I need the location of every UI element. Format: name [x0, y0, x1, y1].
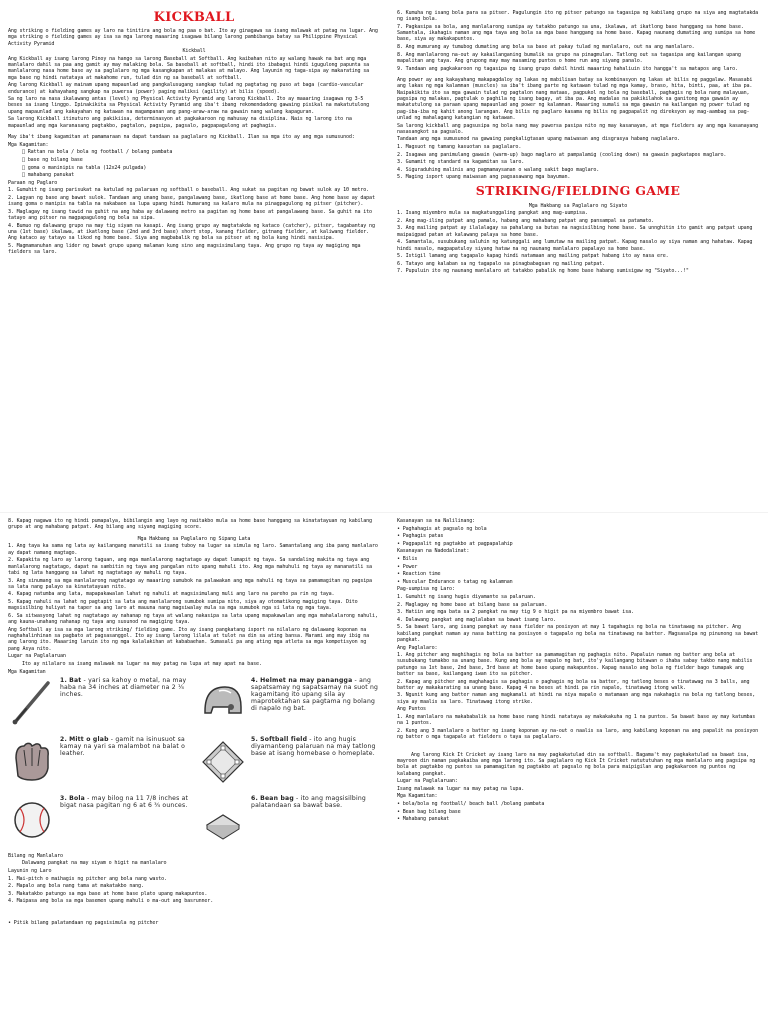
- list-item: 7. Pupuluin ito ng naunang manlalaro at tatakbo pabalik ng home base habang sumisigaw ng "Siyato...!": [397, 268, 689, 275]
- list-item: 5. Sa bawat laro, ang isang pangkat ay nasa fielder na posisyon at may 1 tagahagis ng bola na tinatawag na pitcher. Ang kabilang pangkat naman ay nasa batting na posisyon o tagapalo ng bola na tinatawag na batter. Magsasalpa ng pinunong sa bawat pangkat.: [397, 624, 759, 643]
- paragraph: Dalawang pangkat na may siyam o higit na manlalaro: [22, 860, 167, 867]
- players-heading: Bilang ng Manlalaro: [8, 852, 63, 859]
- list-item: 6. Sa sitwasyong lahat ng nagtatago ay nahanap ng taya at walang nakasipa sa lata upang mapakawalan ang mga mahalalarong nahuli, ang kauna-unahang nahanap ng taya ang susunod na magiging taya.: [8, 612, 378, 626]
- equipment-heading: Mga Kagamitan:: [8, 141, 49, 148]
- gameplay-heading: Ang Paglalaro:: [397, 644, 438, 651]
- location-heading: Lugar na Paglalaruan: [8, 653, 66, 660]
- list-item: 5. Kapag nahuli na lahat ng pagtapit sa lata ang manlalarong sumubok sumipa nito, siya ay otomatikong magiging taya. Dito magsisilbing huliyat na taper sa ang laro at mauuna nang magsiwalay mula sa mga sumubok nga si lata ng mga taya.: [8, 599, 358, 612]
- list-item: 3. Makatakbo patungo sa mga base at home base plato upang makapuntos.: [8, 890, 208, 897]
- paragraph: 8. Kapag nagawa ito ng hindi pumapalya, bibilangin ang layo ng naitakbo mula sa home base hanggang sa kinatatayuan ng kabilang grupo at ang mahabang patpat. Ang bilang ang siyang magiging score.: [8, 518, 372, 531]
- list-item: 3. Ang sinumang sa mga manlalarong nagtatago ay maaaring sumubok na palawakan ang mga nahuli ng taya sa pamamagitan ng pagsipa sa lata nang palayo sa kinatatayuan nito.: [8, 577, 372, 590]
- skills-heading: Kasanayan na Nadedalinat:: [397, 548, 470, 555]
- kickball-subheading: Kickball: [182, 48, 206, 55]
- top-left-column: [8, 10, 380, 510]
- objective-heading: Layunin ng Laro: [8, 867, 52, 874]
- list-item: • bola/bola ng football/ beach ball /bolang pambata: [397, 801, 545, 807]
- list-item: • Mahabang panukat: [397, 816, 449, 823]
- list-item: • Pagpapalit ng pagtakbo at pagpapalahip: [397, 540, 513, 547]
- skills-heading: Kasanayan sa na Nalilinang:: [397, 518, 475, 524]
- paragraph: Ang Kickball ay isang larong Pinoy na hango sa larong Baseball at Softball. Ang kaibahan nito ay walang hawak na bat ang mga manlalaro dahil sa paa ang gamit ay may malaking bola. Sa baseball at softball, hindi ito ibabagsi hindi igugulong papunta sa manlalarong nasa home base ay sa paglalaro ng mga kasangkapan at malakas at malayo. Ang layunin ng taga-sipa ay makarating sa mga base ng hindi natataya at makahome run, tulad din ng sa baseball at softball.: [8, 55, 370, 81]
- list-item: 2. Maglagay ng home base at bilang base sa palaruan.: [397, 601, 548, 608]
- equipment-item: [199, 795, 380, 850]
- list-item: 4. Samantala, susubukang saluhin ng katunggali ang lumutaw na mailing patpat. Kapag nasalo ay siya naman ang hahataw. Kapag hindi nasalo, magpapatuloy siyang hataw na ng naunang manlalaro papalayo sa home base.: [397, 239, 753, 252]
- equip-desc: - ito ang hugis diyamanteng palaruan na may tatlong base at isang homebase o homeplate.: [251, 735, 376, 757]
- list-item: 7. Pagkasipa sa bola, ang manlalarong sumipa ay tatakbo patungo sa una, ikalawa, at ikatlong base hanggang sa home base. Samantala, ikahagis naman ang mga taya ang bola sa mga base hanggang sa home base. Kapag naunang dumating ang sumipa sa home base, siya ay makakapuntos.: [397, 23, 756, 43]
- list-item: Rattan na bola / bola ng football / bolang pambata: [22, 149, 167, 156]
- equip-num: 3.: [60, 794, 67, 802]
- equip-name: Helmet na may panangga: [260, 676, 353, 684]
- softball-paragraph: Ang Softball ay isa sa mga larong striking/ fielding game. Ito ay isang pangkatang isport na nilalaro ng dalawang koponan na naghahalinhinan sa pagbato at pagsasanggol. Ito ay isang larong lilala at tulot na din sa ating bansa. Marami ang may ibig na ang larong ito. Maaaring laruin ito ng mga kalalakihan at kababaehan. Sumasali pa ang ating mga atleta sa mga kompetisyon ng pang Asya nito.: [8, 626, 370, 652]
- equip-num: 4.: [251, 676, 258, 684]
- bean-bag-icon: [199, 795, 247, 845]
- list-item: 5. Istigil lamang ang tagapalo kapag hindi natamaan ang mailing patpat habang ito ay nasa ere.: [397, 253, 669, 260]
- list-item: 2. Kung ang 3 manlalaro o batter ng isang koponan ay na-out o naalis sa laro, ang kabilang koponan na ang papalit na posisyon ng batter o mga tagapalo at fielders o taya sa paglalaro.: [397, 727, 759, 741]
- list-item: 1. Isang miyembro mula sa magkatunggaling pangkat ang mag-uumpisa.: [397, 210, 588, 217]
- page-divider: [0, 512, 768, 513]
- list-item: • Bilis: [397, 555, 418, 562]
- list-item: 3. Ang mailing patpat ay ilalalagay sa pahalang sa butas na nagsisilbing home base. Sa unnghitin ito gamit ang patpat upang maipaigpad patan at kalawang palaya sa home base.: [397, 225, 753, 238]
- softball-field-icon: [199, 736, 247, 786]
- list-item: 2. Isagawa ang panimulang gawain (warm-up) bago maglaro at pampalamig (cooling down) na gawain pagkatapos maglaro.: [397, 151, 727, 158]
- list-item: 1. Ang pitcher ang maghihagis ng bola sa batter sa pamamagitan ng paghagis nito. Papaluin naman ng batter ang bola at susubukang tumakbo sa unang base. Kung ang bola ay napalo ng bat, ito'y kailangang bitawan o ihaba sabay takbo nang mabilis patungo sa 1st base, 2nd base, 3rd base at home base upang makapuntos. Kapag nasalo ang bola ng fielder bago tumapak ang batter sa base, kailangang iwan ito sa pitcher.: [397, 652, 753, 677]
- equipment-item: [199, 677, 380, 732]
- list-item: 2. Kapag ang pitcher ang maghahagis sa paghagis o paghagis ng bola sa batter, ng tatlong beses o tinatawag na 3 balls, ang batter ay makakarating sa unang base. Kapag 4 na beses at hindi pa rin napalo, tinatawag itong walk.: [397, 678, 750, 691]
- list-item: 3. Maglagay ng isang tuwid na guhit na ang haba ay dalawang metro sa pagitan ng home base at pangalawang base. Sa guhit na ito tatayo ang pitser na magpapagulong ng bola sa sipa.: [8, 208, 372, 222]
- kick-it-cricket-paragraph: Ang larong Kick It Cricket ay isang laro na may pagkakatulad din sa softball. Bagama't may pagkakatulad sa bawat isa, mayroon din naman pagkakaiba ang mga larong ito. Sa paglalaro ng Kick It Cricket natututuhan ng mga manlalaro ang pagsipa ng bola at pagtakbo ng puntos sa pamamagitan ng pagtakbo at pagsalo ng bola para maipigilan ang pagkakaroon ng puntos ng kalabang pangkat.: [397, 751, 756, 777]
- equip-num: 5.: [251, 735, 258, 743]
- paragraph: Sa larong kickball ang pagsusipa ng bola nang may puwersa pasipa nito ng may kasanayan, at mga fielders ay ang mga kasanayang nasasangkot sa pagsalo.: [397, 122, 759, 135]
- ball-icon: [8, 795, 56, 845]
- setup-heading: Pag-uumpisa ng Laro:: [397, 586, 455, 593]
- list-item: 4. Kapag natumba ang lata, mapapakawalan lahat ng nahuli at magsisimulang muli ang laro na pareho pa rin ng taya.: [8, 591, 335, 598]
- equipment-heading: Mga Kagamitan: [8, 668, 46, 675]
- equipment-item: [199, 736, 380, 791]
- intro-paragraph: Ang striking o fielding games ay laro na tinitira ang bola ng paa o bat. Ito ay ginagawa sa isang malawak at patag na lugar. Ang mga striking o fielding games ay isa sa mga larong maaaring isagawa bilang larong pambibanga batay sa Philippine Physical Activity Pyramid: [8, 28, 378, 47]
- kickball-title: KICKBALL: [153, 10, 235, 25]
- list-item: goma o maninipis na tabla (12x24 pulgada): [22, 164, 141, 171]
- glove-icon: [8, 736, 56, 786]
- list-item: 1. Ang manlalaro na makababalik sa home base nang hindi natataya ay makakakuha ng 1 na puntos. Sa bawat base ay may katumbas na 1 puntos.: [397, 713, 756, 727]
- equip-name: Bean bag: [260, 794, 294, 802]
- paragraph: Sa ng laro na nasa ikalawang antas (level) ng Physical Activity Pyramid ang larong Kickball. Ito ay maaaring isagawa ng 3-5 beses sa isang linggo. Ipinakikita sa Physical Activity Pyramid ang iba't ibang rekomendadong gawaing pisikal na makatutulong upang mapaunlad ang kakayahan ng katawan na magampanan ang pang-araw-araw na gawain nang walang kapaguran.: [8, 96, 370, 115]
- paragraph: Isang malawak na lugar na may patag na lupa.: [397, 785, 525, 792]
- paragraph: May iba't ibang kagamitan at pamamaraan na dapat tandaan sa paglalaro ng Kickball. Ilan sa mga ito ay ang mga sumusunod:: [8, 134, 355, 141]
- list-item: 3. Ngunit kung ang batter naman ang magkamali at hindi na niya mapalo o matamaan ang mga nakahagis na bola ng tatlong beses, siya ay maalis sa laro. Tinatawag itong strike.: [397, 692, 756, 705]
- list-item: • Power: [397, 563, 418, 570]
- list-item: 3. Gumamit ng standard na kagamitan sa laro.: [397, 159, 525, 166]
- equip-name: Softball field: [260, 735, 308, 743]
- list-item: base ng bilang base: [22, 157, 77, 164]
- equip-desc: - ang sapatsamay ng sapatsamay na suot ng kagamitang ito upang sila ay maprotektahan sa pagtama ng bolang di napalo ng bat.: [251, 676, 379, 713]
- list-item: • Pitik bilang palatandaan ng pagsisimula ng pitcher: [8, 919, 159, 926]
- equipment-item: [8, 795, 189, 850]
- list-item: 4. Maipasa ang bola sa mga basemen upang mahuli o ma-out ang basrunner.: [8, 898, 214, 905]
- paragraph: Ito ay nilalaro sa isang malawak na lugar na may patag na lupa at may apat na base.: [22, 660, 262, 667]
- list-item: 1. Gumuhit ng isang hugis diyamante sa palaruan.: [397, 593, 536, 600]
- striking-fielding-title: STRIKING/FIELDING GAME: [475, 182, 681, 198]
- list-item: mahabang panukat: [22, 172, 69, 179]
- equipment-heading: Mga Kagamitan:: [397, 793, 438, 800]
- siyato-steps-heading: Mga Hakbang sa Paglalaro ng Siyato: [528, 202, 628, 209]
- list-item: 5. Magmamanuhan ang lider ng bawat grupo upang malaman kung sino ang magsisimulang taya. Ang grupo ng taya ay magiging mga fielders sa laro.: [8, 242, 361, 256]
- equipment-item: [8, 736, 189, 791]
- list-item: • Bean bag bilang base: [397, 808, 461, 815]
- location-heading: Lugar na Paglalaruan:: [397, 778, 458, 785]
- equip-name: Bola: [69, 794, 85, 802]
- list-item: 4. Siguraduhing malinis ang pagmamaysanan o walang sakit bago maglaro.: [397, 166, 600, 173]
- list-item: 9. Tandaan ang pagkakaroon ng tagasipa ng isang grupo dahil hindi maaaring hahaliuin ito hangga't sa matapos ang laro.: [397, 65, 738, 72]
- sipang-lata-heading: Mga Hakbang sa Paglalaro ng Sipang Lata: [137, 535, 251, 542]
- list-item: • Paghahagis at pagsalo ng bola: [397, 525, 487, 532]
- list-item: 2. Lagyan ng base ang bawat sulok. Tandaan ang unang base, pangalawang base, ikatlong base at home base. Ang home base ay dapat isang goma o manipis na tabla na nakabaon sa lupa upang hindi humarang sa kalaro mula na pinagpagulong ng pitser (pitcher).: [8, 194, 375, 208]
- list-item: 8. Ang mumurang ay tumubog dumating ang bola sa base at pakay tulad ng manlalaro, out na ang manlalaro.: [397, 44, 695, 51]
- paragraph: Tandaan ang mga sumusunod na gawaing pangkaligtasan upang maiwasan ang disgrasya habang naglalaro.: [397, 136, 681, 143]
- softball-equipment-panel: [8, 677, 380, 850]
- list-item: 2. Kapakita ng laro ay larong taguan, ang mga manlalarong nagtatago ay dapat lumapit ng taya. Sa sandaling makita ng taya ang manlalarong nagtatago, dapat na sambitin ng taya ang pangalan nito upang mahuli ito. Ang mga mahuhuli ng taya ay mananatili sa tabi ng lata hanggang sa lahat ng nagtatago ay mahuli ng taya.: [8, 557, 372, 576]
- list-item: 1. Ang taya ka sama ng lata ay kailangang manatili sa isang tuboy na lugar sa simula ng laro. Samantalang ang iba pang manlalaro ay dapat namang magtago.: [8, 543, 378, 556]
- equip-desc: - yari sa kahoy o metal, na may haba na 34 inches at diameter na 2 ¼ inches.: [60, 676, 187, 698]
- equip-name: Bat: [69, 676, 82, 684]
- equip-num: 1.: [60, 676, 67, 684]
- list-item: 1. Gumuhit ng isang parisukat na katulad ng palaruan ng softball o baseball. Ang sukat sa pagitan ng bawat sulok ay 10 metro.: [8, 187, 370, 194]
- list-item: 1. Magsuot ng tamang kasuotan sa paglalaro.: [397, 144, 522, 151]
- equip-desc: - may bilog na 11 7/8 inches at bigat nasa pagitan ng 6 at 6 ¾ ounces.: [60, 794, 189, 809]
- equip-desc: - ito ang magsisilbing palatandaan sa bawat base.: [251, 794, 366, 809]
- list-item: • Reaction time: [397, 571, 441, 578]
- list-item: 8. Ang manlalarong na-out ay kakailanganing bumalik sa grupo na pinagmulan. Tatlong out sa tagasipa ang kailangan upang mapalitan ang taya. Ang grupong may may masaming puntos o home run ang siyang panalo.: [397, 51, 741, 64]
- paragraph: Ang larong Kickball ay mainam upang mapaunlad ang pangkalusugang sangkap tulad ng pagtatag ng puso at baga (cardio-vascular endurance) at kahayahang sangkap na puwersa (power) paging maliksi (agility) at bilis (speed).: [8, 82, 364, 95]
- power-paragraph: Ang power ay ang kakayahang makapagdaloy ng lakas ng mabilisan batay sa kombinasyon ng lakas at bilis ng paggalaw. Masasabi ang lakas ng mga kalamnan (muscles) sa iba't ibang parte ng katawan tulad ng mga kamay, braso, hita, binti, paa, at iba pa. Naipakikita ito sa mga gawain tulad ng pagtalon nang mataas, pagpukol ng bola ng baseball, paghagis ng bola nang malayuan, pagsipa ng malakas, pagtulak o paghila ng isang bagay, at iba pa. Ang madalas na pakikilahok sa ganitong mga gawain ay makatutulong sa paraan upang mapaunlad ang power ng kalamnan. Maaaring sumali sa mga gawain na kailangan ng power tulad ng pag-iba-iba ng kahit anong larangan. Ang bilis ng paglaro kasama ng bilis ng pagpapalit ng direksyon ay mag-aambag sa pag-unlad ng mahalagang katangian ng katawan.: [397, 77, 753, 121]
- list-item: 4. Dalawang pangkat ang maglalaban sa bawat isang laro.: [397, 616, 556, 623]
- bottom-left-column: [8, 518, 380, 1024]
- list-item: • Muscular Endurance o tatag ng kalamnan: [397, 578, 513, 585]
- equipment-item: [8, 677, 189, 732]
- list-item: 5. Maging isport upang maiwasan ang pagsasawang mga bayuman.: [397, 174, 571, 181]
- list-item: • Paghagis patas: [397, 533, 444, 540]
- list-item: 1. Mai-pitch o maihagis ng pitcher ang bola nang wasto.: [8, 875, 167, 882]
- bottom-right-column: [397, 518, 759, 1018]
- list-item: 4. Bumuo ng dalawang grupo na may tig siyam na kasapi. Ang isang grupo ay magtatakda ng kataco (catcher), pitser, tagabantay ng una (1st base) ikalawa, at ikatlong base (2nd and 3rd base) short stop, kanang fielder, gitnang fielder, at kaliwang fielder. Ang kataco ay tatayo sa likod ng home base. Siya ang magbabalik ng bola sa pitser at ng bola kung hindi nasisipa.: [8, 222, 375, 242]
- equip-name: Mitt o glab: [69, 735, 109, 743]
- scoring-heading: Ang Puntos: [397, 706, 426, 713]
- equip-num: 6.: [251, 794, 258, 802]
- helmet-icon: [199, 677, 247, 727]
- procedure-heading: Paraan ng Paglaro: [8, 179, 58, 186]
- list-item: 2. Ang mag-iling patpat ang pamalo, habang ang mahabang patpat ang pansampal sa patamato.: [397, 217, 655, 224]
- equip-desc: - gamit na isinusuot sa kamay na yari sa malambot na balat o leather.: [60, 735, 185, 757]
- equip-num: 2.: [60, 735, 67, 743]
- list-item: 6. Kumuha ng isang bola para sa pitser. Pagulungin ito ng pitser patungo sa tagasipa ng kabilang grupo na siya ang magtatakda ng isang bola.: [397, 10, 759, 23]
- bat-icon: [8, 677, 56, 727]
- paragraph: Sa larong Kickball itinuturo ang pakikiisa, determinasyon at pagkakaroon ng mahusay na disiplina. Nais ng larong ito na mapaunlad ang mga karanasang pagtakbo, pagtalon, pagsipa, pagsalo, pagpapagulong at paghagis.: [8, 116, 352, 129]
- list-item: 3. Hatiin ang mga bata sa 2 pangkat na may tig 9 o higit pa na miyembro bawat isa.: [397, 609, 634, 616]
- top-right-column: [397, 10, 759, 510]
- list-item: 6. Tatayo ang kalaban sa ng tagapalo sa pinagbabagsan ng mailing patpat.: [397, 260, 605, 267]
- list-item: 2. Mapalo ang bola nang tama at makatakbo nang.: [8, 883, 144, 890]
